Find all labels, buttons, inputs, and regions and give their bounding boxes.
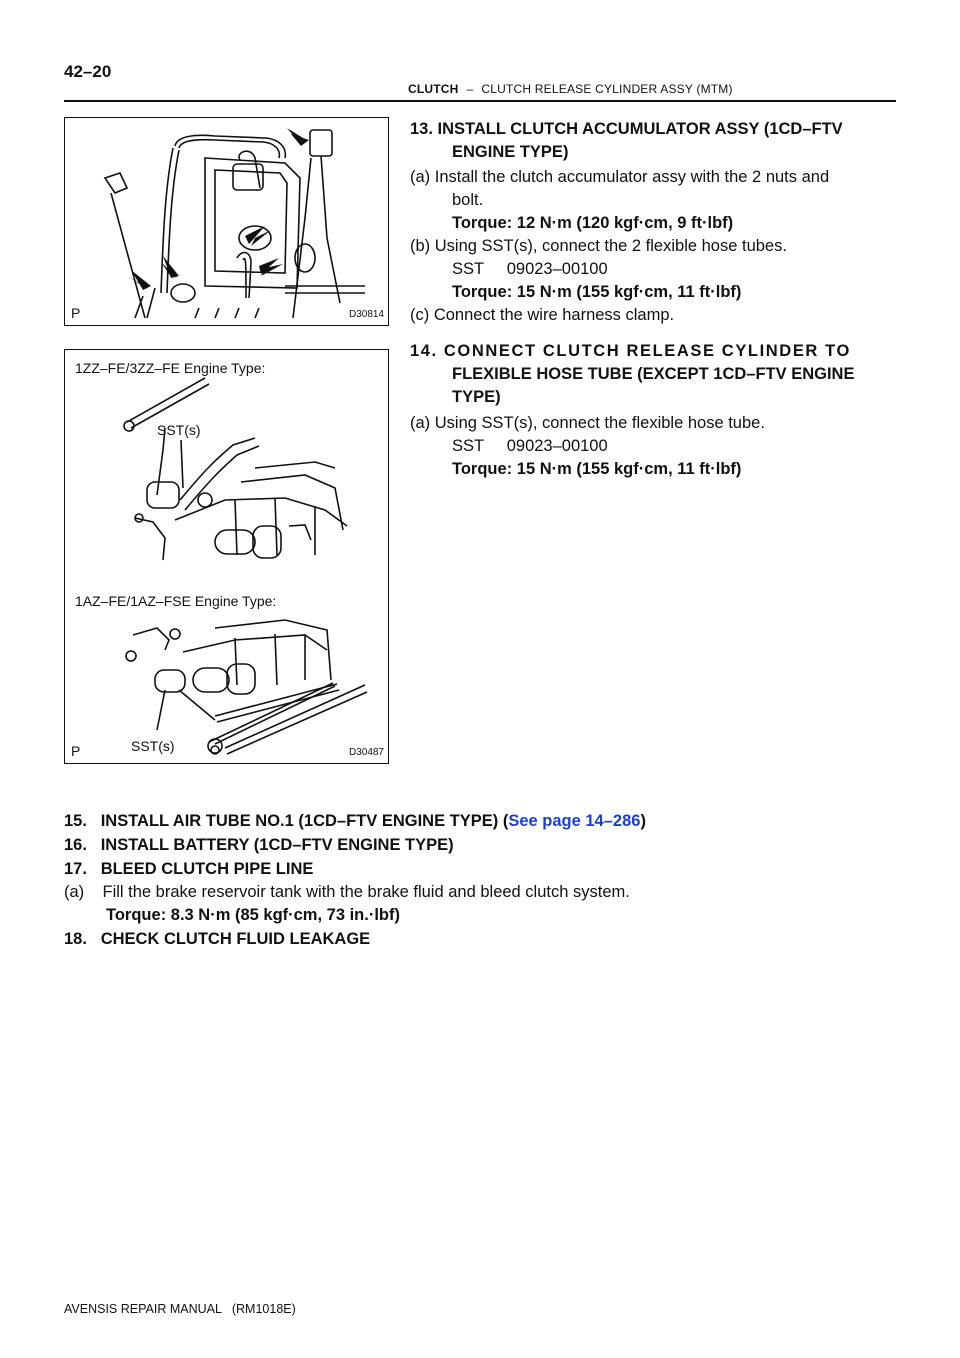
- step-14-title-line2: FLEXIBLE HOSE TUBE (EXCEPT 1CD–FTV ENGINE: [452, 365, 855, 383]
- step-14-title-line1: 14. CONNECT CLUTCH RELEASE CYLINDER TO: [410, 342, 851, 360]
- step-16: 16. INSTALL BATTERY (1CD–FTV ENGINE TYPE): [64, 836, 454, 854]
- step-13-title-line1: 13. INSTALL CLUTCH ACCUMULATOR ASSY (1CD–FTV: [410, 120, 843, 138]
- header-rule: [64, 100, 896, 102]
- figure2-sst-top: SST(s): [157, 422, 201, 438]
- step-17a-line1: (a) Fill the brake reservoir tank with the brake fluid and bleed clutch system.: [64, 883, 630, 901]
- figure2-corner-mark: P: [71, 743, 81, 759]
- step-13b-sst: SST 09023–00100: [452, 260, 608, 278]
- figure2-label-top: 1ZZ–FE/3ZZ–FE Engine Type:: [75, 360, 266, 376]
- step-15-close: ): [640, 812, 646, 830]
- step-13a-line2: bolt.: [452, 191, 484, 209]
- accumulator-illustration: [65, 118, 388, 325]
- release-cylinder-illustration: [65, 350, 388, 763]
- see-page-link[interactable]: See page 14–286: [508, 812, 641, 830]
- step-13-title-line2: ENGINE TYPE): [452, 143, 569, 161]
- step-18: 18. CHECK CLUTCH FLUID LEAKAGE: [64, 930, 371, 948]
- header-separator: –: [466, 82, 474, 96]
- step-15-text: 15. INSTALL AIR TUBE NO.1 (1CD–FTV ENGINE TYPE) (: [64, 812, 509, 830]
- step-17a-torque: Torque: 8.3 N·m (85 kgf·cm, 73 in.·lbf): [106, 906, 400, 924]
- step-14a-sst: SST 09023–00100: [452, 437, 608, 455]
- step-13c-line1: (c) Connect the wire harness clamp.: [410, 306, 675, 324]
- step-14a-line1: (a) Using SST(s), connect the flexible hose tube.: [410, 414, 765, 432]
- step-13a-torque: Torque: 12 N·m (120 kgf·cm, 9 ft·lbf): [452, 214, 734, 232]
- figure-accumulator: [64, 117, 389, 326]
- header-section: CLUTCH: [408, 82, 459, 96]
- page-number: 42–20: [64, 62, 112, 81]
- figure-release-cylinder: [64, 349, 389, 764]
- step-15: [64, 810, 646, 833]
- figure1-corner-mark: P: [71, 305, 81, 321]
- step-13a-line1: (a) Install the clutch accumulator assy with the 2 nuts and: [410, 168, 830, 186]
- figure2-sst-bottom: SST(s): [131, 738, 175, 754]
- running-header: [408, 82, 733, 96]
- figure2-label-bottom: 1AZ–FE/1AZ–FSE Engine Type:: [75, 593, 277, 609]
- figure2-code: D30487: [348, 747, 384, 758]
- step-14-title-line3: TYPE): [452, 388, 501, 406]
- step-17: 17. BLEED CLUTCH PIPE LINE: [64, 860, 314, 878]
- step-13b-line1: (b) Using SST(s), connect the 2 flexible hose tubes.: [410, 237, 787, 255]
- footer-manual-title: AVENSIS REPAIR MANUAL (RM1018E): [64, 1302, 296, 1316]
- header-subtitle: CLUTCH RELEASE CYLINDER ASSY (MTM): [481, 82, 733, 96]
- step-13b-torque: Torque: 15 N·m (155 kgf·cm, 11 ft·lbf): [452, 283, 742, 301]
- step-14a-torque: Torque: 15 N·m (155 kgf·cm, 11 ft·lbf): [452, 460, 742, 478]
- figure1-code: D30814: [348, 309, 384, 320]
